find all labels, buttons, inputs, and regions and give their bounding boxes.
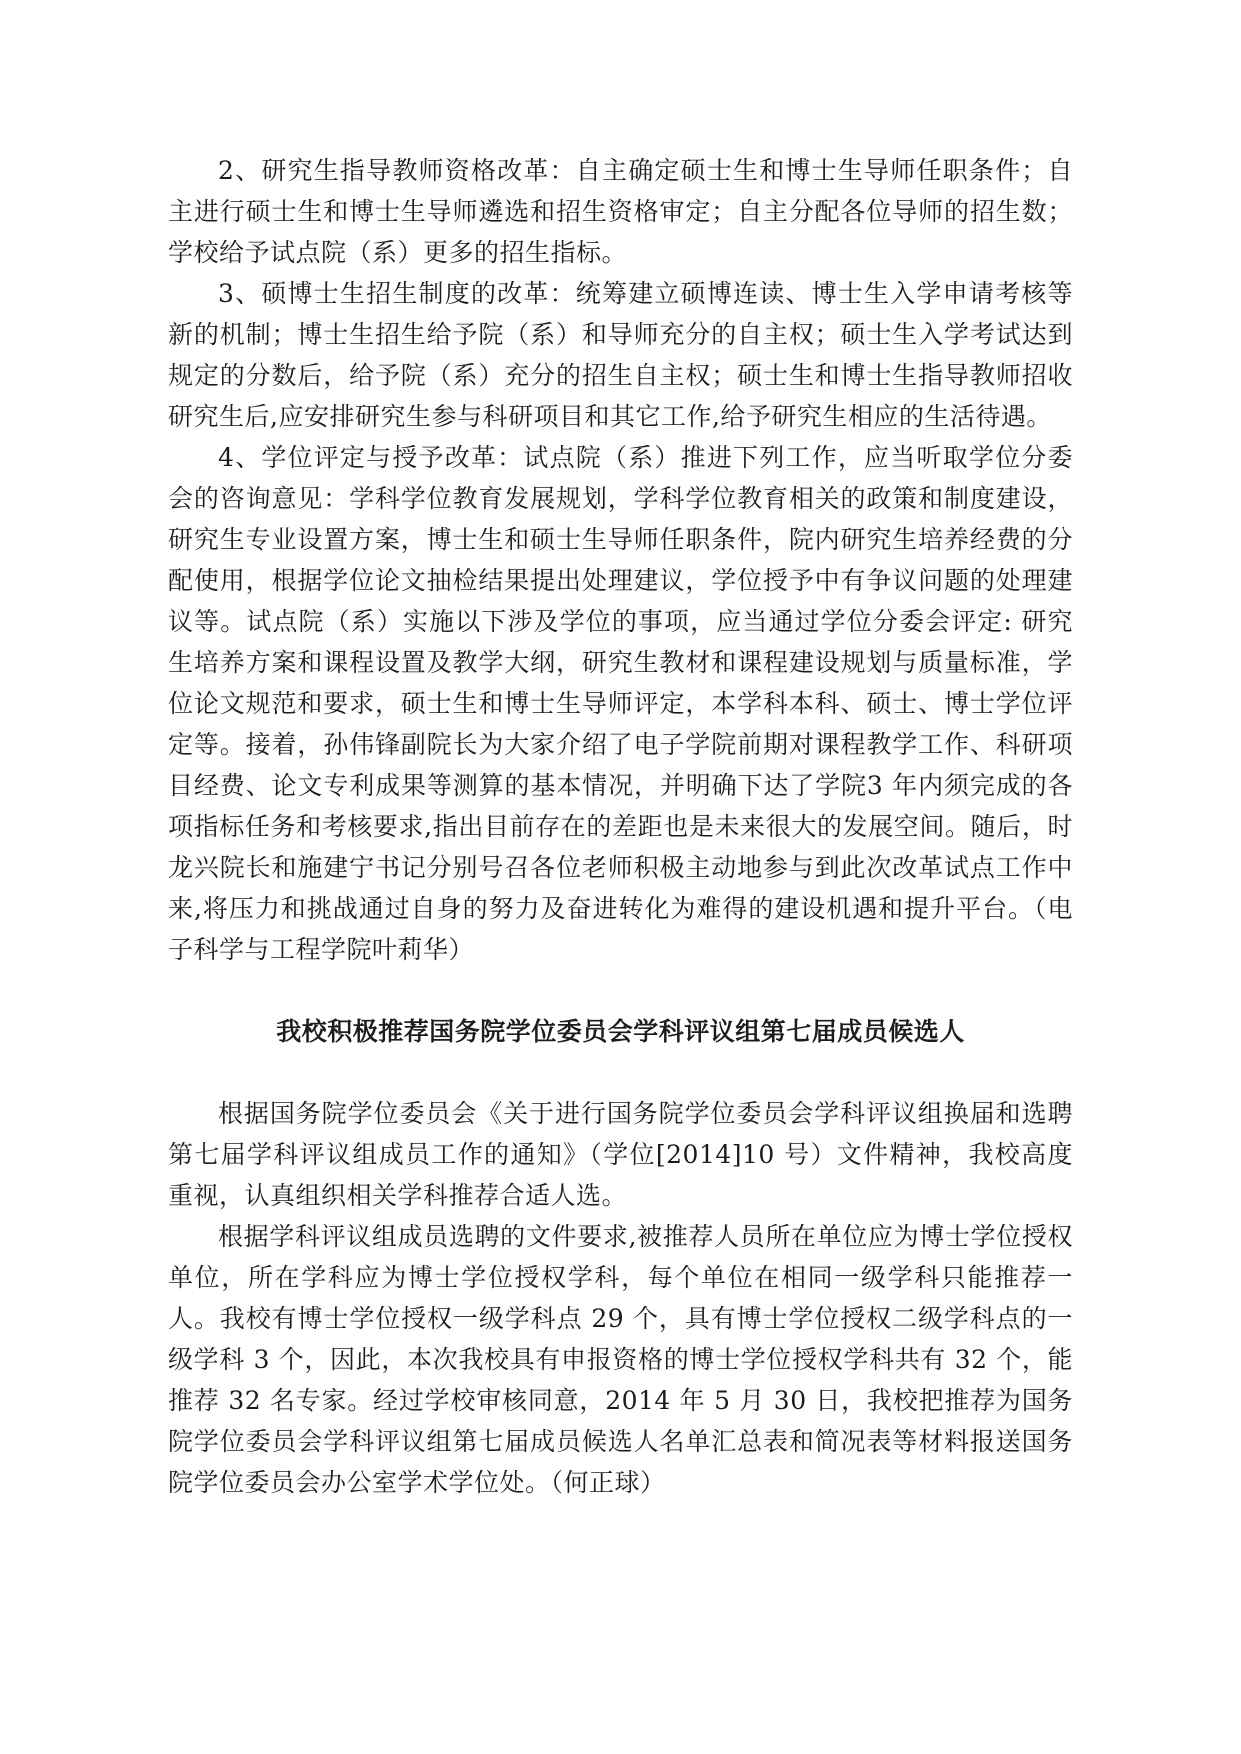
- paragraph-recommendation-details: 根据学科评议组成员选聘的文件要求,被推荐人员所在单位应为博士学位授权单位，所在学科应为博士学位授权学科，每个单位在相同一级学科只能推荐一人。我校有博士学位授权一级学科点 29 个，具有博士学位授权二级学科点的一级学科 3 个，因此，本次我校具有申报资格的博士学位授权学科共有 32 个，能推荐 32 名专家。经过学校审核同意，2014 年 5 月 30 日，我校把推荐为国务院学位委员会学科评议组第七届成员候选人名单汇总表和简况表等材料报送国务院学位委员会办公室学术学位处。（何正球）: [168, 1222, 1073, 1497]
- paragraph-notice-basis: 根据国务院学位委员会《关于进行国务院学位委员会学科评议组换届和选聘第七届学科评议组成员工作的通知》（学位[2014]10 号）文件精神，我校高度重视，认真组织相关学科推荐合适人选。: [168, 1099, 1073, 1210]
- paragraph-admission-system-reform: 3、硕博士生招生制度的改革：统筹建立硕博连读、博士生入学申请考核等新的机制；博士生招生给予院（系）和导师充分的自主权；硕士生入学考试达到规定的分数后，给予院（系）充分的招生自主权；硕士生和博士生指导教师招收研究生后,应安排研究生参与科研项目和其它工作,给予研究生相应的生活待遇。: [168, 279, 1073, 431]
- section-heading-candidate-recommendation: 我校积极推荐国务院学位委员会学科评议组第七届成员候选人: [276, 1017, 965, 1046]
- paragraph-degree-evaluation-reform: 4、学位评定与授予改革：试点院（系）推进下列工作，应当听取学位分委会的咨询意见：学科学位教育发展规划，学科学位教育相关的政策和制度建设，研究生专业设置方案，博士生和硕士生导师任职条件，院内研究生培养经费的分配使用，根据学位论文抽检结果提出处理建议，学位授予中有争议问题的处理建议等。试点院（系）实施以下涉及学位的事项，应当通过学位分委会评定: 研究生培养方案和课程设置及教学大纲，研究生教材和课程建设规划与质量标准，学位论文规范和要求，硕士生和博士生导师评定，本学科本科、硕士、博士学位评定等。接着，孙伟锋副院长为大家介绍了电子学院前期对课程教学工作、科研项目经费、论文专利成果等测算的基本情况，并明确下达了学院3 年内须完成的各项指标任务和考核要求,指出目前存在的差距也是未来很大的发展空间。随后，时龙兴院长和施建宁书记分别号召各位老师积极主动地参与到此次改革试点工作中来,将压力和挑战通过自身的努力及奋进转化为难得的建设机遇和提升平台。（电子科学与工程学院叶莉华）: [168, 443, 1073, 964]
- paragraph-graduate-supervisor-reform: 2、研究生指导教师资格改革：自主确定硕士生和博士生导师任职条件；自主进行硕士生和博士生导师遴选和招生资格审定；自主分配各位导师的招生数；学校给予试点院（系）更多的招生指标。: [168, 156, 1073, 267]
